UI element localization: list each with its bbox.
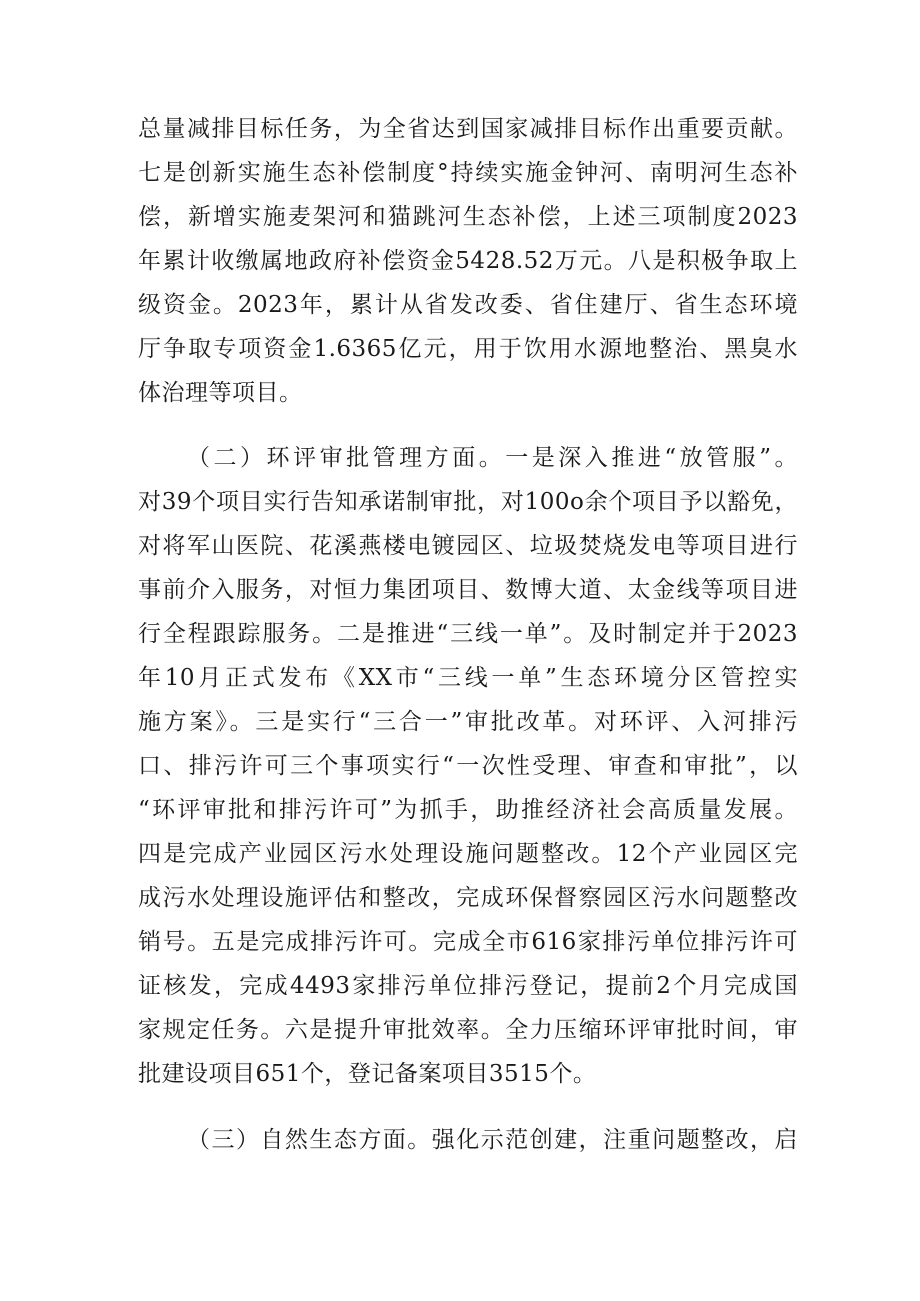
text-line: 对39个项目实行告知承诺制审批，对100o余个项目予以豁免， (138, 489, 798, 515)
text-line: 口、排污许可三个事项实行“一次性受理、审查和审批”，以 (138, 753, 798, 779)
text-line: 总量减排目标任务，为全省达到国家减排目标作出重要贡献。 (138, 116, 798, 142)
text-line: 厅争取专项资金1.6365亿元，用于饮用水源地整治、黑臭水 (138, 336, 798, 362)
text-line: 七是创新实施生态补偿制度°持续实施金钟河、南明河生态补 (138, 160, 798, 186)
text-line: 家规定任务。六是提升审批效率。全力压缩环评审批时间，审 (138, 1017, 798, 1043)
text-line: 成污水处理设施评估和整改，完成环保督察园区污水问题整改 (138, 885, 798, 911)
text-line: 对将军山医院、花溪燕楼电镀园区、垃圾焚烧发电等项目进行 (138, 533, 798, 559)
text-line: 事前介入服务，对恒力集团项目、数博大道、太金线等项目进 (138, 577, 798, 603)
section-heading-line: （二）环评审批管理方面。一是深入推进“放管服”。 (187, 445, 798, 471)
text-line: “环评审批和排污许可”为抓手，助推经济社会高质量发展。 (138, 797, 798, 823)
text-line: 销号。五是完成排污许可。完成全市616家排污单位排污许可 (138, 929, 798, 955)
text-line: 行全程跟踪服务。二是推进“三线一单”。及时制定并于2023 (138, 621, 798, 647)
text-line: 年10月正式发布《XX市“三线一单”生态环境分区管控实 (138, 665, 798, 691)
text-line: 级资金。2023年，累计从省发改委、省住建厅、省生态环境 (138, 292, 798, 318)
section-heading-line: （三）自然生态方面。强化示范创建，注重问题整改，启 (187, 1127, 798, 1153)
text-line: 施方案》。三是实行“三合一”审批改革。对环评、入河排污 (138, 709, 798, 735)
text-line: 证核发，完成4493家排污单位排污登记，提前2个月完成国 (138, 973, 798, 999)
text-line: 四是完成产业园区污水处理设施问题整改。12个产业园区完 (138, 841, 798, 867)
text-line: 偿，新增实施麦架河和猫跳河生态补偿，上述三项制度2023 (138, 204, 798, 230)
text-line: 批建设项目651个，登记备案项目3515个。 (138, 1061, 597, 1087)
text-line: 年累计收缴属地政府补偿资金5428.52万元。八是积极争取上 (138, 248, 798, 274)
text-line: 体治理等项目。 (138, 380, 303, 406)
